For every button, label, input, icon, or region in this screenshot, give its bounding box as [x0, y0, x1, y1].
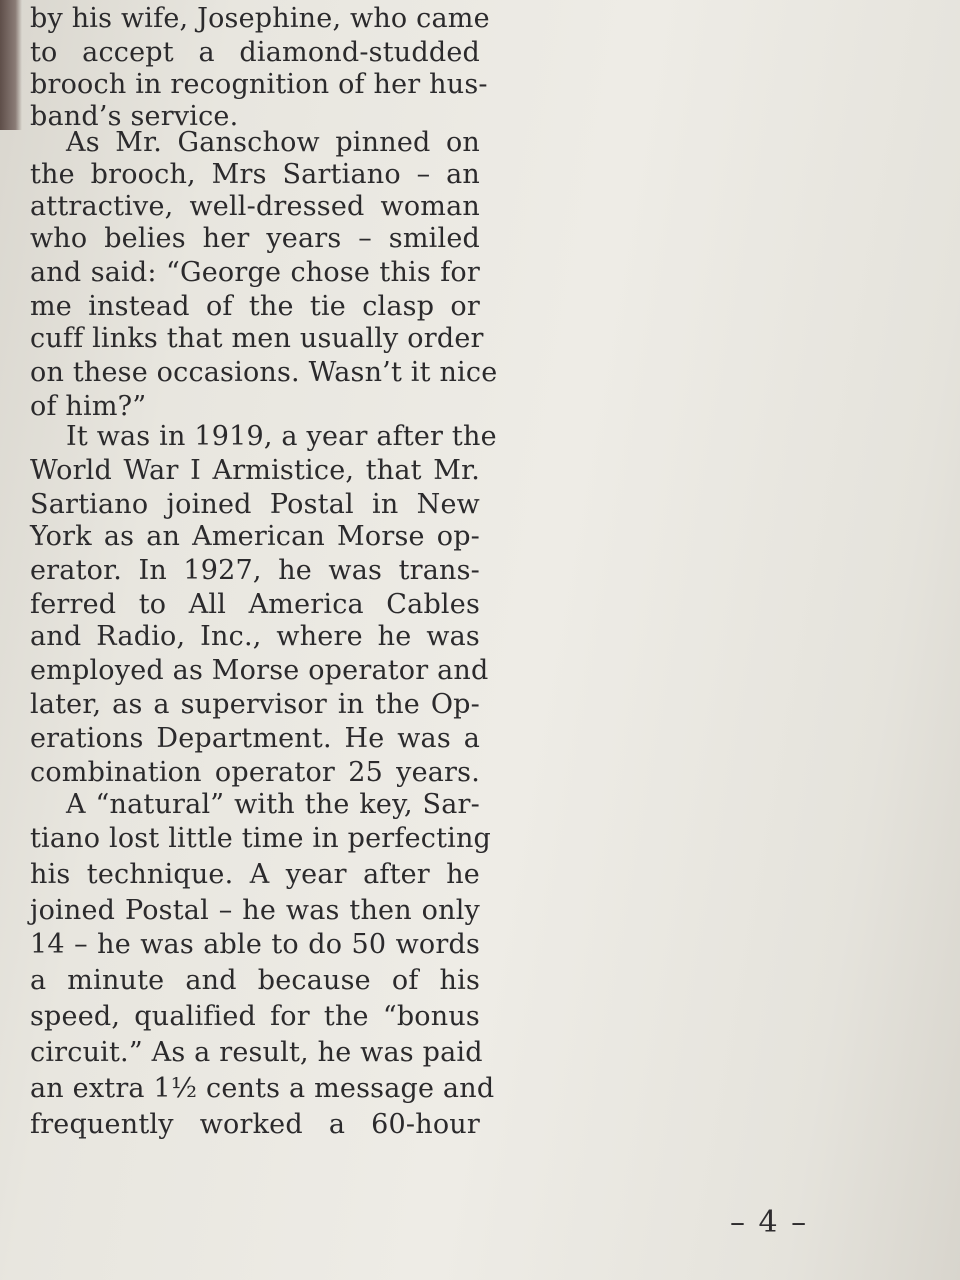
text-line: cuff links that men usually order — [30, 323, 484, 354]
text-line: employed as Morse operator and — [30, 655, 489, 686]
text-line: joined Postal – he was then only — [30, 895, 480, 926]
text-line: band’s service. — [30, 101, 239, 132]
text-line: circuit.” As a result, he was paid — [30, 1037, 483, 1068]
text-line: combination operator 25 years. — [30, 757, 480, 788]
text-line: erations Department. He was a — [30, 723, 480, 754]
text-line: of him?” — [30, 391, 147, 422]
text-line: who belies her years – smiled — [30, 223, 480, 254]
page-edge-shadow — [0, 0, 22, 130]
text-line: a minute and because of his — [30, 965, 480, 996]
text-line: It was in 1919, a year after the — [66, 421, 497, 452]
text-line: speed, qualified for the “bonus — [30, 1001, 480, 1032]
text-line: ferred to All America Cables — [30, 589, 480, 620]
text-line: Sartiano joined Postal in New — [30, 489, 480, 520]
text-line: to accept a diamond-studded — [30, 37, 480, 68]
text-line: later, as a supervisor in the Op- — [30, 689, 480, 720]
page-number: – 4 – — [730, 1205, 809, 1240]
text-line: me instead of the tie clasp or — [30, 291, 480, 322]
text-line: by his wife, Josephine, who came — [30, 3, 490, 34]
text-line: A “natural” with the key, Sar- — [66, 789, 480, 820]
text-line: As Mr. Ganschow pinned on — [66, 127, 480, 158]
text-line: frequently worked a 60-hour — [30, 1109, 480, 1140]
text-line: an extra 1½ cents a message and — [30, 1073, 495, 1104]
text-line: York as an American Morse op- — [30, 521, 480, 552]
text-line: World War I Armistice, that Mr. — [30, 455, 480, 486]
text-line: and said: “George chose this for — [30, 257, 480, 288]
text-line: his technique. A year after he — [30, 859, 480, 890]
text-line: attractive, well-dressed woman — [30, 191, 480, 222]
text-line: on these occasions. Wasn’t it nice — [30, 357, 498, 388]
text-line: the brooch, Mrs Sartiano – an — [30, 159, 480, 190]
text-line: 14 – he was able to do 50 words — [30, 929, 480, 960]
text-line: and Radio, Inc., where he was — [30, 621, 480, 652]
text-line: brooch in recognition of her hus- — [30, 69, 488, 100]
text-line: tiano lost little time in perfecting — [30, 823, 492, 854]
text-line: erator. In 1927, he was trans- — [30, 555, 480, 586]
